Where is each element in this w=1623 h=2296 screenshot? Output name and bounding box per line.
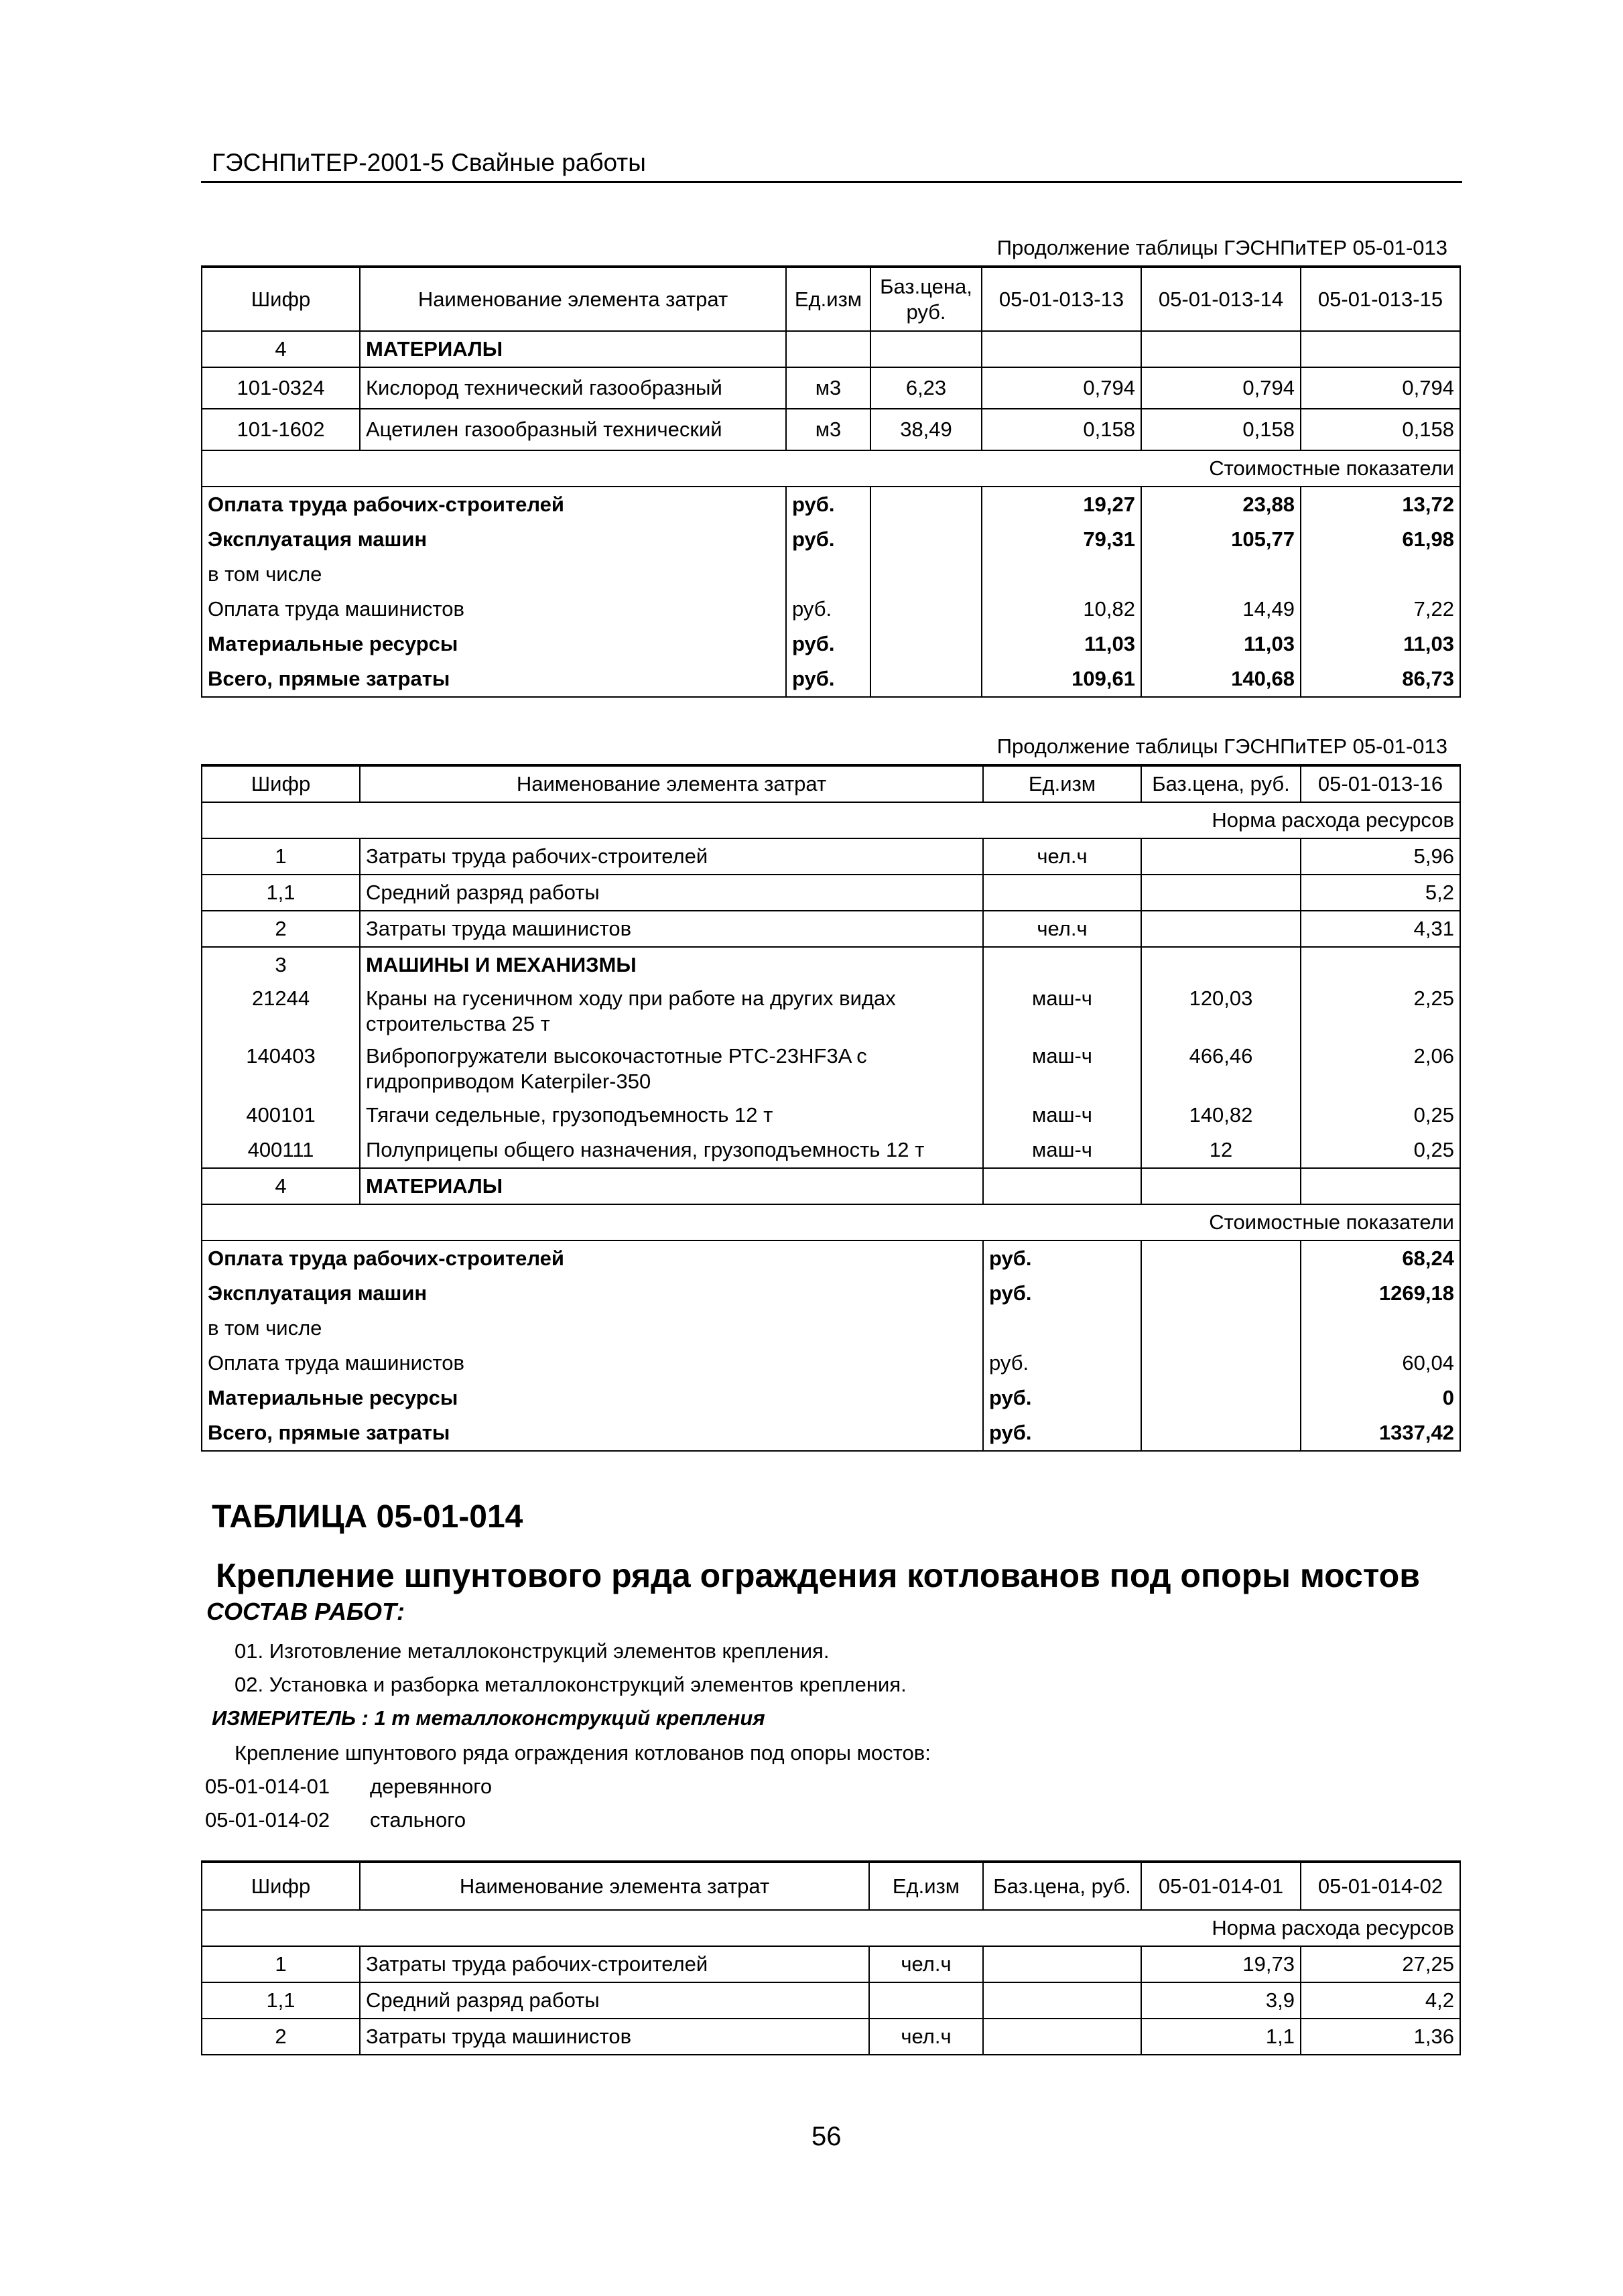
cost-price — [870, 487, 982, 522]
cell-unit: маш-ч — [983, 1098, 1141, 1133]
cell-v3: 0,158 — [1301, 409, 1460, 450]
cell-v1: 4,31 — [1301, 911, 1460, 947]
cost-name: Всего, прямые затраты — [202, 661, 786, 697]
table-row — [202, 875, 1460, 911]
cell-code: 3 — [202, 947, 360, 982]
cell-name: Затраты труда рабочих-строителей — [360, 1946, 869, 1982]
cell-name: Затраты труда машинистов — [360, 2019, 869, 2055]
cost-name: Материальные ресурсы — [202, 627, 786, 661]
cost-unit: руб. — [983, 1415, 1141, 1451]
cell-name: МАТЕРИАЛЫ — [360, 331, 786, 367]
cell-price — [983, 2019, 1141, 2055]
cost-v3: 7,22 — [1301, 592, 1460, 627]
t1-col-price: Баз.цена, руб. — [870, 267, 982, 331]
works-label: СОСТАВ РАБОТ: — [206, 1598, 405, 1625]
cost-v1: 0 — [1301, 1381, 1460, 1415]
table-row — [202, 911, 1460, 947]
cost-v1: 79,31 — [982, 522, 1141, 557]
t3-col-v1: 05-01-014-01 — [1141, 1862, 1301, 1910]
table3 — [201, 1860, 1461, 2055]
cell-price — [1141, 947, 1301, 982]
t3-col-price: Баз.цена, руб. — [983, 1862, 1141, 1910]
table1 — [201, 265, 1461, 698]
cost-name: Оплата труда машинистов — [202, 592, 786, 627]
cost-unit — [983, 1311, 1141, 1346]
cost-v1: 11,03 — [982, 627, 1141, 661]
t3-col-name: Наименование элемента затрат — [360, 1862, 869, 1910]
cell-code: 1 — [202, 838, 360, 875]
variant-name: деревянного — [370, 1775, 493, 1798]
cost-row — [202, 592, 1460, 627]
cell-v1: 2,25 — [1301, 982, 1460, 1040]
cost-price — [870, 557, 982, 592]
cell-v1 — [1301, 947, 1460, 982]
cell-code: 21244 — [202, 982, 360, 1040]
cell-name: Средний разряд работы — [360, 1982, 869, 2019]
table2-caption: Продолжение таблицы ГЭСНПиТЕР 05-01-013 — [996, 735, 1447, 758]
t2-col-price: Баз.цена, руб. — [1141, 765, 1301, 802]
cell-price: 120,03 — [1141, 982, 1301, 1040]
cost-row — [202, 1381, 1460, 1415]
cell-unit — [983, 875, 1141, 911]
cell-price: 466,46 — [1141, 1040, 1301, 1098]
cell-code: 1,1 — [202, 875, 360, 911]
cost-price — [1141, 1240, 1301, 1276]
work-item: 02. Установка и разборка металлоконструкций элементов крепления. — [235, 1673, 907, 1696]
cell-name: МАШИНЫ И МЕХАНИЗМЫ — [360, 947, 983, 982]
cell-code: 1,1 — [202, 1982, 360, 2019]
cell-price: 38,49 — [870, 409, 982, 450]
cost-v2 — [1141, 557, 1301, 592]
table-row — [202, 1168, 1460, 1204]
cell-unit: м3 — [786, 409, 870, 450]
cell-price — [870, 331, 982, 367]
cell-name: Тягачи седельные, грузоподъемность 12 т — [360, 1098, 983, 1133]
t2-col-name: Наименование элемента затрат — [360, 765, 983, 802]
cost-unit: руб. — [983, 1381, 1141, 1415]
intro-text: Крепление шпунтового ряда ограждения котлованов под опоры мостов: — [235, 1741, 931, 1765]
cost-row — [202, 557, 1460, 592]
cell-price — [1141, 875, 1301, 911]
work-item: 01. Изготовление металлоконструкций элементов крепления. — [235, 1639, 830, 1663]
table-row — [202, 1040, 1460, 1098]
table-row — [202, 2019, 1460, 2055]
cost-row — [202, 1276, 1460, 1311]
section-title: Крепление шпунтового ряда ограждения котлованов под опоры мостов — [216, 1557, 1420, 1594]
cell-code: 140403 — [202, 1040, 360, 1098]
cost-v1 — [982, 557, 1141, 592]
t1-col-v3: 05-01-013-15 — [1301, 267, 1460, 331]
cell-unit: м3 — [786, 367, 870, 409]
cell-code: 101-0324 — [202, 367, 360, 409]
cost-v1: 19,27 — [982, 487, 1141, 522]
cost-price — [870, 661, 982, 697]
cost-v3: 11,03 — [1301, 627, 1460, 661]
cost-name: Оплата труда рабочих-строителей — [202, 487, 786, 522]
cell-v1: 5,2 — [1301, 875, 1460, 911]
cell-v2: 0,158 — [1141, 409, 1301, 450]
cell-unit: чел.ч — [983, 838, 1141, 875]
cost-row — [202, 487, 1460, 522]
t2-norm-label: Норма расхода ресурсов — [202, 802, 1460, 838]
cell-unit — [983, 947, 1141, 982]
cell-v1: 2,06 — [1301, 1040, 1460, 1098]
cell-v2: 27,25 — [1301, 1946, 1460, 1982]
variant-code: 05-01-014-02 — [205, 1808, 330, 1832]
cell-unit — [786, 331, 870, 367]
table-row — [202, 838, 1460, 875]
table1-caption: Продолжение таблицы ГЭСНПиТЕР 05-01-013 — [996, 236, 1447, 259]
cost-price — [1141, 1381, 1301, 1415]
table-row — [202, 947, 1460, 982]
cost-unit: руб. — [983, 1346, 1141, 1381]
t2-cost-label: Стоимостные показатели — [202, 1204, 1460, 1240]
cost-v1: 1269,18 — [1301, 1276, 1460, 1311]
cell-v1 — [982, 331, 1141, 367]
table-row — [202, 409, 1460, 450]
cost-price — [1141, 1311, 1301, 1346]
cost-name: Материальные ресурсы — [202, 1381, 983, 1415]
cost-price — [1141, 1415, 1301, 1451]
t2-col-code: Шифр — [202, 765, 360, 802]
table-row — [202, 367, 1460, 409]
table-row — [202, 331, 1460, 367]
cell-v1: 0,25 — [1301, 1098, 1460, 1133]
table-row — [202, 1098, 1460, 1133]
cost-v1: 109,61 — [982, 661, 1141, 697]
cell-name: Кислород технический газообразный — [360, 367, 786, 409]
meter-label: ИЗМЕРИТЕЛЬ : 1 т металлоконструкций крепления — [212, 1706, 765, 1730]
cost-price — [870, 627, 982, 661]
cell-name: Полуприцепы общего назначения, грузоподъемность 12 т — [360, 1133, 983, 1168]
cost-v2: 14,49 — [1141, 592, 1301, 627]
page-number: 56 — [812, 2122, 842, 2151]
cost-price — [870, 522, 982, 557]
t3-col-code: Шифр — [202, 1862, 360, 1910]
cost-v1: 1337,42 — [1301, 1415, 1460, 1451]
table2 — [201, 764, 1461, 1452]
cell-code: 400111 — [202, 1133, 360, 1168]
cost-name: Всего, прямые затраты — [202, 1415, 983, 1451]
cost-unit: руб. — [786, 522, 870, 557]
t1-col-v1: 05-01-013-13 — [982, 267, 1141, 331]
cell-name: Средний разряд работы — [360, 875, 983, 911]
table-row — [202, 1946, 1460, 1982]
cost-row — [202, 1346, 1460, 1381]
t1-cost-label: Стоимостные показатели — [202, 450, 1460, 487]
cell-v1: 0,158 — [982, 409, 1141, 450]
t1-col-name: Наименование элемента затрат — [360, 267, 786, 331]
cell-price — [1141, 911, 1301, 947]
cell-v1 — [1301, 1168, 1460, 1204]
cost-price — [1141, 1346, 1301, 1381]
cost-name: Эксплуатация машин — [202, 522, 786, 557]
t3-col-unit: Ед.изм — [869, 1862, 983, 1910]
variant-name: стального — [370, 1808, 466, 1832]
cell-name: МАТЕРИАЛЫ — [360, 1168, 983, 1204]
cost-price — [870, 592, 982, 627]
cell-v3: 0,794 — [1301, 367, 1460, 409]
cell-price — [983, 1946, 1141, 1982]
cell-v2: 1,36 — [1301, 2019, 1460, 2055]
cell-v2 — [1141, 331, 1301, 367]
cell-price: 12 — [1141, 1133, 1301, 1168]
cost-name: Оплата труда машинистов — [202, 1346, 983, 1381]
cost-row — [202, 1240, 1460, 1276]
cost-unit: руб. — [983, 1240, 1141, 1276]
cost-row — [202, 1415, 1460, 1451]
cost-v2: 140,68 — [1141, 661, 1301, 697]
cell-code: 1 — [202, 1946, 360, 1982]
cell-unit: чел.ч — [869, 2019, 983, 2055]
cost-v3 — [1301, 557, 1460, 592]
t1-col-code: Шифр — [202, 267, 360, 331]
cost-name: Оплата труда рабочих-строителей — [202, 1240, 983, 1276]
cell-name: Вибропогружатели высокочастотные РТС-23HF3A с гидроприводом Katerpiler-350 — [360, 1040, 983, 1098]
cell-name: Затраты труда машинистов — [360, 911, 983, 947]
cost-name: Эксплуатация машин — [202, 1276, 983, 1311]
cost-v1: 60,04 — [1301, 1346, 1460, 1381]
cell-unit: маш-ч — [983, 1040, 1141, 1098]
cost-unit: руб. — [786, 487, 870, 522]
cell-v2: 0,794 — [1141, 367, 1301, 409]
cell-name: Ацетилен газообразный технический — [360, 409, 786, 450]
cell-code: 2 — [202, 2019, 360, 2055]
cell-price — [1141, 838, 1301, 875]
cost-v1: 68,24 — [1301, 1240, 1460, 1276]
cell-name: Краны на гусеничном ходу при работе на других видах строительства 25 т — [360, 982, 983, 1040]
cell-name: Затраты труда рабочих-строителей — [360, 838, 983, 875]
cell-unit — [983, 1168, 1141, 1204]
cell-code: 4 — [202, 331, 360, 367]
cell-v1: 0,794 — [982, 367, 1141, 409]
cost-row — [202, 1311, 1460, 1346]
cell-v2: 4,2 — [1301, 1982, 1460, 2019]
cell-price: 6,23 — [870, 367, 982, 409]
cost-unit — [786, 557, 870, 592]
cost-v1 — [1301, 1311, 1460, 1346]
cost-row — [202, 522, 1460, 557]
cell-code: 400101 — [202, 1098, 360, 1133]
t3-norm-label: Норма расхода ресурсов — [202, 1910, 1460, 1946]
cost-v2: 23,88 — [1141, 487, 1301, 522]
t1-col-v2: 05-01-013-14 — [1141, 267, 1301, 331]
t2-col-unit: Ед.изм — [983, 765, 1141, 802]
cell-v1: 0,25 — [1301, 1133, 1460, 1168]
cell-code: 2 — [202, 911, 360, 947]
page-header-title: ГЭСНПиТЕР-2001-5 Свайные работы — [212, 149, 646, 176]
cost-unit: руб. — [786, 627, 870, 661]
table-row — [202, 1982, 1460, 2019]
cost-v2: 105,77 — [1141, 522, 1301, 557]
cost-v1: 10,82 — [982, 592, 1141, 627]
cell-v3 — [1301, 331, 1460, 367]
cost-price — [1141, 1276, 1301, 1311]
cost-unit: руб. — [983, 1276, 1141, 1311]
t1-col-unit: Ед.изм — [786, 267, 870, 331]
cost-v3: 13,72 — [1301, 487, 1460, 522]
cost-unit: руб. — [786, 661, 870, 697]
table-row — [202, 982, 1460, 1040]
table-row — [202, 1133, 1460, 1168]
cell-v1: 3,9 — [1141, 1982, 1301, 2019]
cell-unit: чел.ч — [983, 911, 1141, 947]
cost-unit: руб. — [786, 592, 870, 627]
cost-v3: 86,73 — [1301, 661, 1460, 697]
cell-unit: маш-ч — [983, 982, 1141, 1040]
cell-v1: 19,73 — [1141, 1946, 1301, 1982]
cost-v3: 61,98 — [1301, 522, 1460, 557]
cell-unit: маш-ч — [983, 1133, 1141, 1168]
cost-v2: 11,03 — [1141, 627, 1301, 661]
variant-code: 05-01-014-01 — [205, 1775, 330, 1798]
cost-row — [202, 627, 1460, 661]
cell-code: 101-1602 — [202, 409, 360, 450]
cost-name: в том числе — [202, 557, 786, 592]
cell-v1: 1,1 — [1141, 2019, 1301, 2055]
cell-price: 140,82 — [1141, 1098, 1301, 1133]
cell-price — [1141, 1168, 1301, 1204]
t2-col-v1: 05-01-013-16 — [1301, 765, 1460, 802]
t3-col-v2: 05-01-014-02 — [1301, 1862, 1460, 1910]
header-rule — [201, 181, 1462, 183]
cost-name: в том числе — [202, 1311, 983, 1346]
cell-code: 4 — [202, 1168, 360, 1204]
cell-unit: чел.ч — [869, 1946, 983, 1982]
cost-row — [202, 661, 1460, 697]
cell-v1: 5,96 — [1301, 838, 1460, 875]
cell-price — [983, 1982, 1141, 2019]
table-title: ТАБЛИЦА 05-01-014 — [212, 1499, 523, 1535]
cell-unit — [869, 1982, 983, 2019]
